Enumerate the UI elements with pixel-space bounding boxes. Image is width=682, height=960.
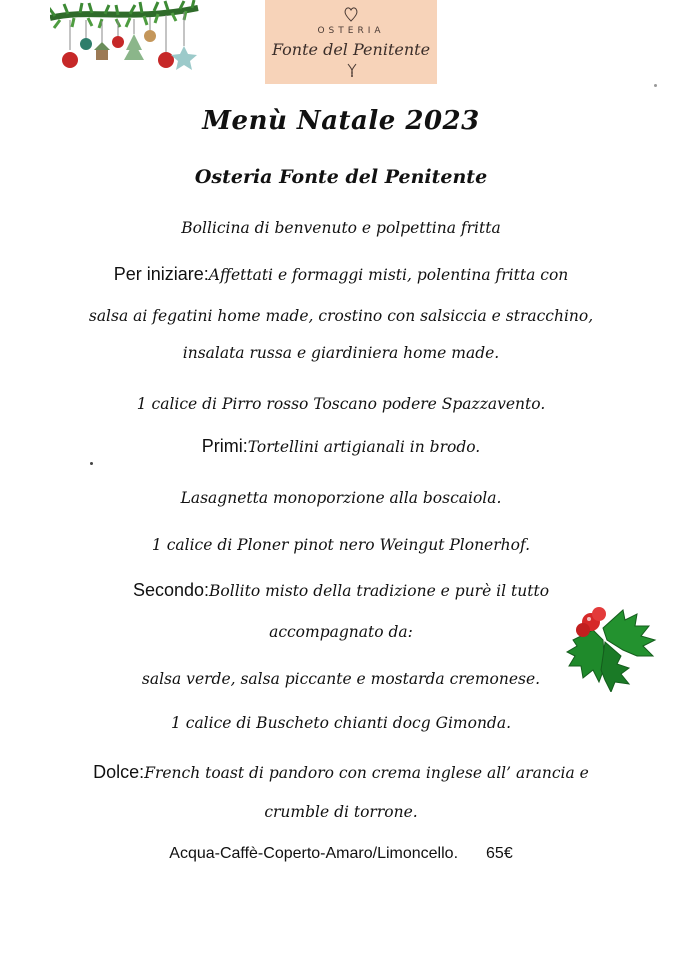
primi-text-1: Tortellini artigianali in brodo. [247, 438, 481, 456]
menu-price: 65€ [486, 845, 513, 862]
welcome-line: Bollicina di benvenuto e polpettina fritta [181, 219, 501, 237]
per-iniziare-label: Per iniziare: [113, 264, 209, 284]
heart-icon [344, 6, 358, 22]
primi-label: Primi: [201, 436, 248, 456]
secondo-wine: 1 calice di Buscheto chianti docg Gimonda. [170, 714, 512, 732]
dolce-line-1 [0, 762, 682, 783]
menu-title: Menù Natale 2023 [202, 106, 480, 136]
menu-subtitle: Osteria Fonte del Penitente [194, 166, 488, 188]
dolce-line-2: crumble di torrone. [264, 803, 418, 821]
secondo-line-3: salsa verde, salsa piccante e mostarda cremonese. [141, 670, 541, 688]
footer-line [0, 845, 682, 863]
speck-dot [90, 462, 93, 465]
primi-line-2: Lasagnetta monoporzione alla boscaiola. [180, 489, 502, 507]
per-iniziare-line-1 [0, 264, 682, 285]
logo-line-2: Fonte del Penitente [271, 40, 431, 59]
per-iniziare-text-1: Affettati e formaggi misti, polentina fritta con [208, 266, 569, 284]
christmas-garland-icon [50, 0, 200, 80]
per-iniziare-wine: 1 calice di Pirro rosso Toscano podere Spazzavento. [136, 395, 546, 413]
secondo-label: Secondo: [132, 580, 210, 600]
dolce-label: Dolce: [93, 762, 145, 782]
secondo-text-1: Bollito misto della tradizione e purè il tutto [209, 582, 550, 600]
included-items: Acqua-Caffè-Coperto-Amaro/Limoncello. [169, 845, 459, 862]
dolce-text-1: French toast di pandoro con crema inglese all’ arancia e [144, 764, 589, 782]
logo-line-1: OSTERIA [317, 26, 385, 36]
per-iniziare-line-3: insalata russa e giardiniera home made. [182, 344, 500, 362]
secondo-line-2: accompagnato da: [269, 623, 413, 641]
per-iniziare-line-2: salsa ai fegatini home made, crostino con salsiccia e stracchino, [88, 307, 594, 325]
osteria-logo [265, 0, 437, 84]
primi-line-1 [0, 436, 682, 457]
speck-dot [654, 84, 657, 87]
secondo-line-1 [0, 580, 682, 601]
primi-wine: 1 calice di Ploner pinot nero Weingut Plonerhof. [151, 536, 531, 554]
holly-icon [563, 600, 661, 692]
fish-icon [345, 62, 359, 78]
